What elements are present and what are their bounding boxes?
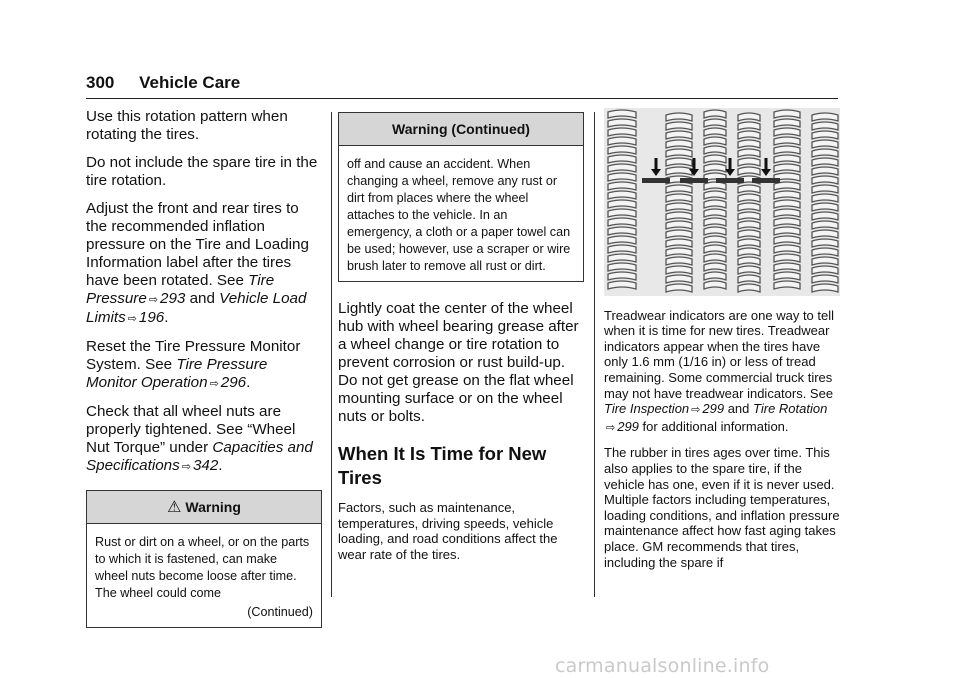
paragraph: The rubber in tires ages over time. This also applies to the spare tire, if the vehicle has one, even if it is never used. Multiple factors including temperatures, loading conditions, and inflation pressure maintenance affect how fast aging takes place. GM recommends that tires, including the spare if: [604, 445, 840, 570]
warning-body: [339, 146, 583, 281]
page-ref-icon: ⇨: [127, 313, 137, 325]
page-number: 300: [86, 73, 115, 92]
warning-text: Rust or dirt on a wheel, or on the parts to which it is fastened, can make wheel nuts become loose after time. The wheel could come: [95, 535, 310, 600]
page-ref-number[interactable]: 296: [220, 374, 247, 391]
column-middle: [338, 108, 584, 572]
page-header: [86, 72, 838, 99]
warning-box: [86, 490, 322, 628]
link-tire-inspection[interactable]: Tire Inspection: [604, 401, 690, 417]
paragraph-text: Check that all wheel nuts are properly tightened. See “Wheel Nut Torque” under: [86, 403, 296, 456]
link-tire-rotation[interactable]: Tire Rotation: [753, 401, 828, 417]
paragraph: Adjust the front and rear tires to the recommended inflation pressure on the Tire and Loading Information label after the tires have been rotated. See Tire Pressure ⇨ 293 and Vehicle Load Limits ⇨ 196.: [86, 200, 309, 326]
column-right: [604, 108, 840, 579]
page-ref-number[interactable]: 196: [138, 309, 165, 326]
paragraph: Factors, such as maintenance, temperatures, driving speeds, vehicle loading, and road conditions affect the wear rate of the tires.: [338, 500, 558, 562]
arrow-down-icon: [729, 158, 732, 170]
paragraph: Use this rotation pattern when rotating the tires.: [86, 108, 288, 143]
page-ref-number[interactable]: 293: [160, 290, 186, 307]
warning-icon: ⚠: [167, 499, 182, 516]
wear-bar: [642, 178, 670, 183]
arrow-down-icon: [655, 158, 658, 170]
paragraph-text: Adjust the front and rear tires to the recommended inflation pressure on the Tire and Loading Information label after the tires have been rotated. See: [86, 200, 309, 289]
paragraph: Do not include the spare tire in the tire rotation.: [86, 154, 318, 189]
link-tpms-operation[interactable]: Tire Pressure Monitor Operation: [86, 356, 268, 391]
arrow-down-icon: [693, 158, 696, 170]
paragraph-text: Treadwear indicators are one way to tell when it is time for new tires. Treadwear indicators appear when the tires have only 1.6 mm (1/16 in) or less of tread remaining. Some commercial truck tires may not have treadwear indicators. See: [604, 307, 835, 401]
section-heading: When It Is Time for New Tires: [338, 443, 547, 488]
page-ref-icon: ⇨: [209, 378, 219, 390]
paragraph-text: and: [189, 290, 215, 307]
warning-continued: (Continued): [247, 605, 313, 619]
page-ref-number[interactable]: 342: [192, 457, 219, 474]
watermark: carmanualsonline.info: [555, 655, 770, 677]
link-capacities-specifications[interactable]: Capacities and Specifications: [86, 439, 313, 474]
warning-header: [339, 113, 583, 146]
wear-bar: [680, 178, 708, 183]
paragraph: [604, 308, 840, 437]
column-divider: [331, 112, 332, 597]
page-ref-icon: ⇨: [181, 461, 191, 473]
paragraph-text: for additional information.: [642, 418, 789, 434]
wear-bar: [752, 178, 780, 183]
section-title: Vehicle Care: [139, 73, 241, 92]
paragraph: Lightly coat the center of the wheel hub with wheel bearing grease after a wheel change or tire rotation to prevent corrosion or rust build-up. Do not get grease on the flat wheel mounting surface or on the wheel nuts or bolts.: [338, 300, 579, 425]
page-ref-number[interactable]: 299: [617, 418, 639, 434]
link-tire-pressure[interactable]: Tire Pressure: [86, 272, 275, 307]
treadwear-indicator-illustration: [604, 108, 840, 296]
warning-title: Warning: [185, 499, 241, 515]
warning-header: [87, 491, 321, 524]
page-ref-icon: ⇨: [606, 421, 616, 434]
page-ref-number[interactable]: 299: [702, 401, 725, 417]
page-ref-icon: ⇨: [148, 294, 158, 306]
paragraph-text: Reset the Tire Pressure Monitor System. See: [86, 338, 301, 373]
arrow-down-icon: [765, 158, 768, 170]
warning-box-continued: [338, 112, 584, 282]
warning-title: Warning (Continued): [392, 121, 530, 137]
page-ref-icon: ⇨: [691, 404, 701, 417]
warning-body: [87, 524, 321, 627]
link-vehicle-load-limits[interactable]: Vehicle Load Limits: [86, 290, 307, 326]
paragraph-text: and: [727, 401, 750, 417]
paragraph: Reset the Tire Pressure Monitor System. See Tire Pressure Monitor Operation ⇨ 296.: [86, 338, 301, 391]
column-divider: [594, 112, 595, 597]
column-left: [86, 108, 322, 628]
warning-text: off and cause an accident. When changing a wheel, remove any rust or dirt from places where the wheel attaches to the vehicle. In an emergency, a cloth or a paper towel can be used; however, use a scraper or wire brush later to remove all rust or dirt.: [347, 157, 571, 273]
wear-bar: [716, 178, 744, 183]
paragraph: Check that all wheel nuts are properly tightened. See “Wheel Nut Torque” under Capacities and Specifications ⇨ 342.: [86, 403, 313, 474]
